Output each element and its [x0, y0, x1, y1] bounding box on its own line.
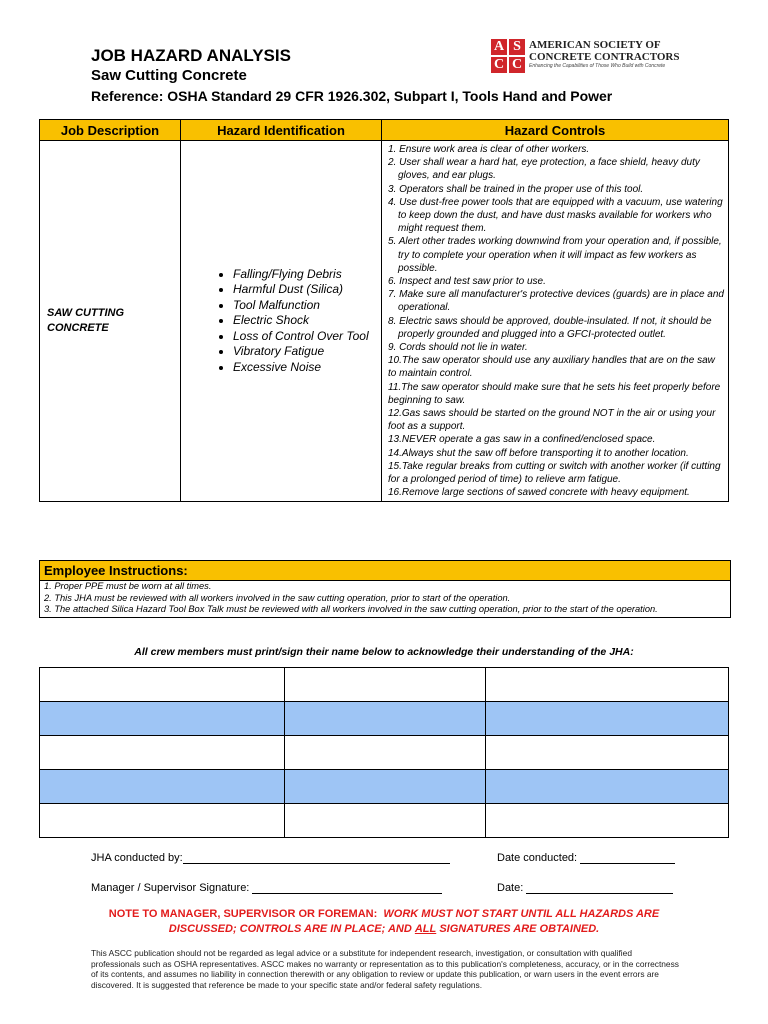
header-job-description: Job Description — [40, 120, 181, 141]
control-item: 5. Alert other trades working downwind from your operation and, if possible, try to complete your operation when it will impact as few workers as possible. — [388, 236, 722, 274]
employee-instructions-list — [40, 581, 730, 617]
signature-row — [40, 770, 729, 804]
signature-cell[interactable] — [285, 702, 486, 736]
document-title: JOB HAZARD ANALYSIS — [91, 46, 291, 65]
hazard-item: • Harmful Dust (Silica) — [233, 282, 381, 298]
hazard-table-row — [40, 141, 729, 502]
note-prefix: NOTE TO MANAGER, SUPERVISOR OR FOREMAN: — [108, 908, 378, 920]
job-description-line: CONCRETE — [47, 322, 109, 335]
signature-cell[interactable] — [486, 702, 729, 736]
control-item: 1. Ensure work area is clear of other workers. — [388, 144, 590, 155]
control-item: 14.Always shut the saw off before transporting it to another location. — [388, 447, 689, 459]
hazard-item: • Electric Shock — [233, 313, 381, 329]
date-conducted-field — [497, 852, 675, 864]
crew-acknowledgement-note: All crew members must print/sign their name below to acknowledge their understanding of the JHA: — [134, 646, 634, 658]
signature-table — [39, 667, 729, 838]
manager-signature-field — [91, 882, 442, 894]
signature-cell[interactable] — [285, 804, 486, 838]
signature-cell[interactable] — [486, 770, 729, 804]
header-hazard-identification: Hazard Identification — [181, 120, 382, 141]
controls-list — [382, 141, 728, 501]
control-item: 3. Operators shall be trained in the proper use of this tool. — [388, 183, 644, 195]
employee-instructions-heading: Employee Instructions: — [40, 561, 730, 581]
document-subtitle: Saw Cutting Concrete — [91, 67, 247, 84]
control-item: 11.The saw operator should make sure that he sets his feet properly before beginning to saw. — [388, 381, 721, 406]
ascc-logo — [491, 39, 691, 75]
jha-conducted-by-field — [91, 852, 450, 864]
hazard-identification-cell — [181, 141, 382, 502]
note-part3: SIGNATURES ARE OBTAINED. — [439, 923, 600, 935]
supervisor-note-line2 — [0, 922, 768, 937]
control-item: 10.The saw operator should use any auxiliary handles that are on the saw to maintain control. — [388, 355, 715, 380]
hazard-table-header — [40, 120, 729, 141]
date-conducted-label: Date conducted: — [497, 852, 578, 864]
control-item: 2. User shall wear a hard hat, eye protection, a face shield, heavy duty gloves, and ear plugs. — [388, 157, 700, 182]
control-item: 15.Take regular breaks from cutting or switch with another worker (if cutting for a prolonged period of time) to relieve arm fatigue. — [388, 460, 721, 486]
hazard-item: • Vibratory Fatigue — [233, 344, 381, 360]
control-item: 7. Make sure all manufacturer's protective devices (guards) are in place and operational. — [388, 289, 724, 314]
job-description-line: SAW CUTTING — [47, 307, 124, 320]
instruction-item: 3. The attached Silica Hazard Tool Box Talk must be reviewed with all workers involved in the saw cutting operation, prior to the start of the operation. — [44, 604, 658, 614]
note-all: ALL — [414, 923, 437, 935]
date-conducted-line[interactable] — [580, 852, 675, 864]
disclaimer-text: This ASCC publication should not be regarded as legal advice or a substitute for independent research, investigation, or consultation with qualified professionals such as OSHA representatives. ASCC makes no warranty or representation as to this publication's completeness, accuracy, or in the correctness of its contents, and assumes no liability in connection therewith or any obligation to review or update this publication, or warn users in the event errors are discovered. It is suggested that reference be made to your specific state and/or federal safety regulations. — [91, 948, 679, 990]
signature-cell[interactable] — [285, 668, 486, 702]
logo-tagline: Enhancing the Capabilities of Those Who Build with Concrete — [529, 63, 666, 69]
manager-signature-label: Manager / Supervisor Signature: — [91, 882, 250, 894]
logo-letter: S — [509, 39, 525, 55]
logo-letter: A — [491, 39, 507, 55]
signature-cell[interactable] — [285, 770, 486, 804]
date-label: Date: — [497, 882, 524, 894]
date-line[interactable] — [526, 882, 673, 894]
instruction-item: 2. This JHA must be reviewed with all workers involved in the saw cutting operation, prior to start of the operation. — [44, 592, 511, 603]
signature-cell[interactable] — [486, 668, 729, 702]
signature-cell[interactable] — [40, 736, 285, 770]
supervisor-note — [0, 907, 768, 937]
hazard-controls-cell — [382, 141, 729, 502]
hazard-table — [39, 119, 729, 502]
signature-cell[interactable] — [486, 804, 729, 838]
logo-line1: AMERICAN SOCIETY OF — [529, 39, 661, 51]
signature-row — [40, 702, 729, 736]
hazard-list — [181, 267, 381, 376]
note-part2: DISCUSSED; CONTROLS ARE IN PLACE; AND — [168, 923, 412, 935]
signature-cell[interactable] — [486, 736, 729, 770]
control-item: 4. Use dust-free power tools that are equipped with a vacuum, use watering to keep down the dust, and have dust masks available for workers who might request them. — [388, 196, 723, 235]
hazard-item: • Falling/Flying Debris — [233, 267, 381, 283]
signature-row — [40, 668, 729, 702]
logo-letter: C — [491, 57, 507, 73]
jha-conducted-by-line[interactable] — [183, 852, 450, 864]
control-item: 9. Cords should not lie in water. — [388, 342, 528, 354]
control-item: 16.Remove large sections of sawed concrete with heavy equipment. — [388, 487, 690, 499]
logo-letter: C — [509, 57, 525, 73]
signature-cell[interactable] — [285, 736, 486, 770]
ascc-logo-mark — [491, 39, 527, 75]
signature-row — [40, 804, 729, 838]
control-item: 6. Inspect and test saw prior to use. — [388, 276, 546, 288]
signature-cell[interactable] — [40, 804, 285, 838]
control-item: 12.Gas saws should be started on the ground NOT in the air or using your foot as a support. — [388, 408, 716, 433]
header-hazard-controls: Hazard Controls — [382, 120, 729, 141]
manager-signature-line[interactable] — [252, 882, 442, 894]
note-part1: WORK MUST NOT START UNTIL ALL HAZARDS ARE — [383, 908, 660, 920]
job-description-cell — [40, 141, 181, 502]
signature-cell[interactable] — [40, 702, 285, 736]
logo-line2: CONCRETE CONTRACTORS — [529, 51, 680, 63]
signature-row — [40, 736, 729, 770]
signature-cell[interactable] — [40, 668, 285, 702]
control-item: 8. Electric saws should be approved, double-insulated. If not, it should be properly grounded and plugged into a GFCI-protected outlet. — [388, 315, 712, 340]
hazard-item: • Tool Malfunction — [233, 298, 381, 314]
signature-cell[interactable] — [40, 770, 285, 804]
employee-instructions — [39, 560, 731, 618]
jha-conducted-by-label: JHA conducted by: — [91, 852, 183, 864]
hazard-item: • Loss of Control Over Tool — [233, 329, 381, 345]
hazard-item: • Excessive Noise — [233, 360, 381, 376]
control-item: 13.NEVER operate a gas saw in a confined/enclosed space. — [388, 434, 656, 446]
logo-text — [529, 39, 694, 70]
supervisor-note-line1 — [0, 907, 768, 922]
reference-line: Reference: OSHA Standard 29 CFR 1926.302, Subpart I, Tools Hand and Power — [91, 88, 613, 104]
date-field — [497, 882, 673, 894]
instruction-item: 1. Proper PPE must be worn at all times. — [44, 581, 212, 591]
